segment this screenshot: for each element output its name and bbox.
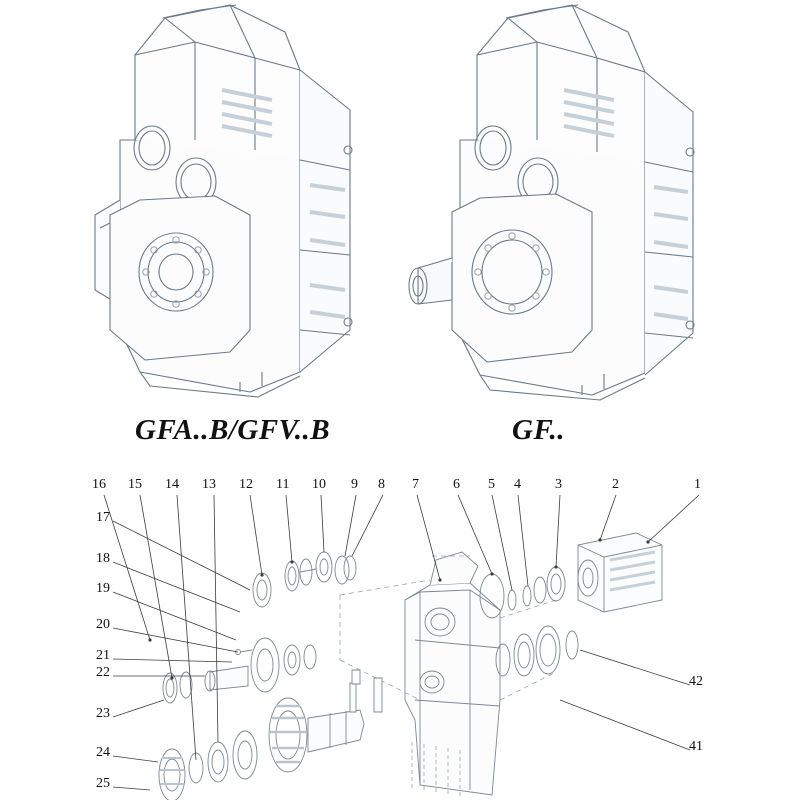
callout-42: 42 xyxy=(689,674,703,689)
callout-2: 2 xyxy=(612,477,619,492)
callout-9: 9 xyxy=(351,477,358,492)
callout-41: 41 xyxy=(689,739,703,754)
callout-7: 7 xyxy=(412,477,419,492)
callout-10: 10 xyxy=(312,477,326,492)
callout-17: 17 xyxy=(96,510,110,525)
caption-left: GFA..B/GFV..B xyxy=(135,414,331,446)
callout-8: 8 xyxy=(378,477,385,492)
caption-right: GF.. xyxy=(512,414,566,446)
callout-5: 5 xyxy=(488,477,495,492)
callout-13: 13 xyxy=(202,477,216,492)
callout-21: 21 xyxy=(96,648,110,663)
callout-23: 23 xyxy=(96,706,110,721)
callout-11: 11 xyxy=(276,477,290,492)
callout-18: 18 xyxy=(96,551,110,566)
callout-25: 25 xyxy=(96,776,110,791)
callout-16: 16 xyxy=(92,477,106,492)
callout-1: 1 xyxy=(694,477,701,492)
callout-19: 19 xyxy=(96,581,110,596)
callout-22: 22 xyxy=(96,665,110,680)
callout-4: 4 xyxy=(514,477,521,492)
callout-15: 15 xyxy=(128,477,142,492)
callout-6: 6 xyxy=(453,477,460,492)
callout-3: 3 xyxy=(555,477,562,492)
callout-12: 12 xyxy=(239,477,253,492)
callout-14: 14 xyxy=(165,477,179,492)
callout-20: 20 xyxy=(96,617,110,632)
callout-24: 24 xyxy=(96,745,110,760)
